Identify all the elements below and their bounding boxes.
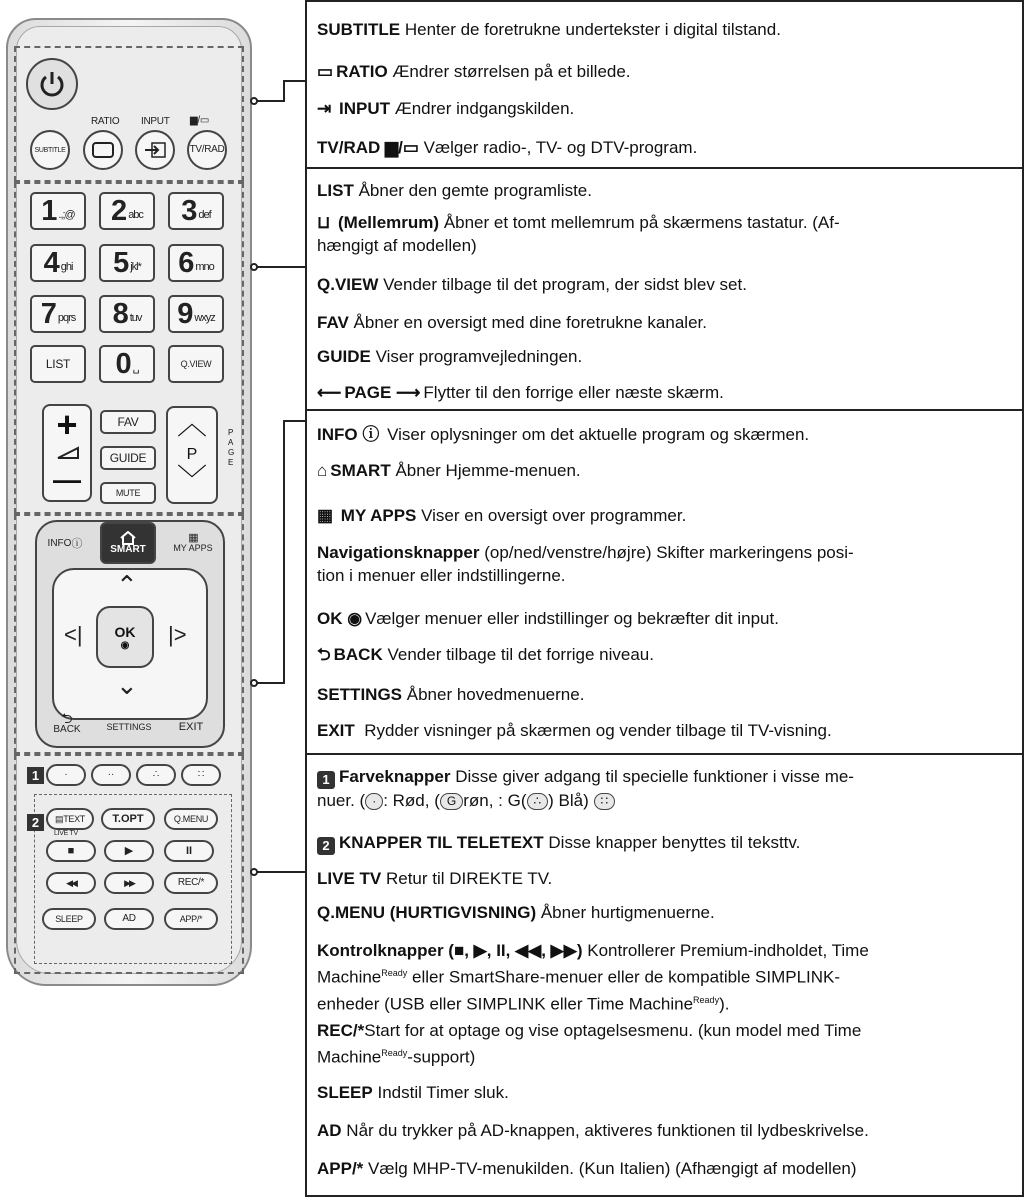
settings-button[interactable]: SETTINGS: [106, 721, 152, 732]
topt-button[interactable]: T.OPT: [101, 808, 155, 830]
power-button[interactable]: [26, 58, 78, 110]
stop-button[interactable]: ■: [46, 840, 96, 862]
play-button[interactable]: ▶: [104, 840, 154, 862]
rec-button[interactable]: REC/*: [164, 872, 218, 894]
volume-down[interactable]: —: [53, 464, 81, 495]
grid-icon: ▦: [317, 506, 334, 525]
row-guide: GUIDE Viser programvejledningen.: [317, 347, 583, 366]
program-label: P: [186, 446, 198, 463]
row-rec: REC/*Start for at optage og vise optagelsesmenu. (kun model med Time Machine$^{Ready}$-support): [317, 1021, 862, 1067]
ad-button[interactable]: AD: [104, 908, 154, 930]
badge-1: 1: [27, 767, 44, 784]
volume-up[interactable]: +: [56, 404, 78, 445]
fav-button[interactable]: FAV: [100, 410, 156, 434]
nav-right-icon[interactable]: |>: [168, 622, 187, 647]
connector-line-1: [257, 100, 283, 102]
input-button[interactable]: [135, 130, 175, 170]
key-1[interactable]: 1 .,;@: [30, 192, 86, 230]
space-icon: ⊔: [317, 213, 331, 232]
subtitle-button[interactable]: SUBTITLE: [30, 130, 70, 170]
back-arrow-icon: ⮌: [317, 645, 331, 664]
nav-up-icon[interactable]: ⌃: [116, 570, 138, 600]
info-icon: ⓘ: [362, 425, 380, 444]
yellow-button[interactable]: ∴: [136, 764, 176, 786]
green-button[interactable]: ··: [91, 764, 131, 786]
row-space: ⊔ (Mellemrum) Åbner et tomt mellemrum på skærmens tastatur. (Af- hængigt af modellen): [317, 213, 840, 255]
row-page: ⟵ PAGE ⟶ Flytter til den forrige eller næste skærm.: [317, 383, 724, 402]
app-button[interactable]: APP/*: [164, 908, 218, 930]
power-icon: [37, 69, 67, 99]
blue-key-icon: ∷: [594, 793, 616, 810]
input-icon: ⇥: [317, 99, 332, 118]
key-9[interactable]: 9 wxyz: [168, 295, 224, 333]
section-top-buttons: [307, 2, 1022, 167]
key-0[interactable]: 0 ␣: [99, 345, 155, 383]
back-label: BACK: [53, 724, 81, 735]
row-fav: FAV Åbner en oversigt med dine foretrukne kanaler.: [317, 313, 707, 332]
key-4[interactable]: 4 ghi: [30, 244, 86, 282]
row-color-keys: 1 Farveknapper Disse giver adgang til specielle funktioner i visse me- nuer. ( · : Rød, ( G røn, : G( ∴ ) Blå) ∷: [317, 767, 854, 810]
home-icon: [119, 531, 137, 545]
forward-button[interactable]: ▶▶: [104, 872, 154, 894]
badge-2: 2: [27, 814, 44, 831]
nav-down-icon[interactable]: ⌄: [116, 670, 138, 700]
text-label: TEXT: [63, 813, 86, 824]
ratio-icon: ▭: [317, 62, 334, 81]
red-button[interactable]: ·: [46, 764, 86, 786]
row-input: ⇥ INPUT Ændrer indgangskilden.: [317, 99, 575, 118]
chevron-up-icon[interactable]: ︿: [177, 408, 207, 441]
back-arrow-icon: ⮌: [61, 710, 73, 726]
input-icon: [144, 142, 166, 158]
livetv-label: LIVE TV: [54, 830, 78, 837]
row-teletext: 2 KNAPPER TIL TELETEXT Disse knapper benyttes til teksttv.: [317, 831, 1012, 855]
rewind-button[interactable]: ◀◀: [46, 872, 96, 894]
section-navigation-buttons: [307, 409, 1022, 753]
section-numeric-buttons: [307, 167, 1022, 409]
section-bottom-buttons: [307, 753, 1022, 1197]
text-button[interactable]: [46, 808, 94, 830]
page-right-icon: ⟶: [396, 383, 421, 402]
ok-dot-icon: ◉: [120, 639, 130, 651]
row-subtitle: SUBTITLE Henter de foretrukne undertekster i digital tilstand.: [317, 20, 781, 39]
home-icon: ⌂: [317, 461, 328, 480]
row-exit: EXIT Rydder visninger på skærmen og vender tilbage til TV-visning.: [317, 721, 832, 740]
row-livetv: LIVE TV Retur til DIREKTE TV.: [317, 869, 553, 888]
info-button[interactable]: [38, 524, 92, 564]
pause-button[interactable]: II: [164, 840, 214, 862]
smart-button[interactable]: [100, 522, 156, 564]
key-8[interactable]: 8 tuv: [99, 295, 155, 333]
volume-icon: [56, 446, 80, 460]
list-button[interactable]: LIST: [30, 345, 86, 383]
myapps-button[interactable]: [164, 522, 222, 564]
row-list: LIST Åbner den gemte programliste.: [317, 181, 592, 200]
info-icon: ⓘ: [71, 537, 83, 550]
row-tvrad: TV/RAD ▆/▭ Vælger radio-, TV- og DTV-program.: [317, 138, 698, 157]
description-table: [305, 0, 1024, 1197]
yellow-key-icon: ∴: [527, 793, 549, 810]
row-back: ⮌ BACK Vender tilbage til det forrige niveau.: [317, 645, 654, 664]
myapps-label: MY APPS: [173, 543, 213, 553]
red-key-icon: ·: [365, 793, 383, 810]
connector-vline-1: [283, 80, 285, 102]
connector-line-4: [257, 871, 305, 873]
ratio-icon: [92, 142, 114, 158]
text-icon: ▤: [54, 813, 64, 824]
row-settings: SETTINGS Åbner hovedmenuerne.: [317, 685, 585, 704]
green-key-icon: G: [440, 793, 463, 810]
row-qview: Q.VIEW Vender tilbage til det program, der sidst blev set.: [317, 275, 747, 294]
ok-dot-icon: ◉: [347, 609, 363, 628]
key-6[interactable]: 6 mno: [168, 244, 224, 282]
connector-line-2: [257, 266, 305, 268]
qmenu-button[interactable]: Q.MENU: [164, 808, 218, 830]
row-myapps: ▦ MY APPS Viser en oversigt over programmer.: [317, 506, 687, 525]
sleep-button[interactable]: SLEEP: [42, 908, 96, 930]
row-control-keys: Kontrolknapper (■, ▶, II, ◀◀, ▶▶) Kontrollerer Premium-indholdet, Time Machine$^{Ready}$ eller SmartShare-menuer eller de kompatible SIMPLINK- enheder (USB eller SIMPLINK eller Time Machine$^{Ready}$).: [317, 941, 869, 1014]
ratio-button[interactable]: [83, 130, 123, 170]
key-2[interactable]: 2 abc: [99, 192, 155, 230]
mute-button[interactable]: MUTE: [100, 482, 156, 504]
exit-button[interactable]: EXIT: [178, 720, 204, 733]
row-sleep: SLEEP Indstil Timer sluk.: [317, 1083, 509, 1102]
row-app: APP/* Vælg MHP-TV-menukilden. (Kun Italien) (Afhængigt af modellen): [317, 1159, 857, 1178]
ratio-label: RATIO: [91, 116, 120, 127]
tvrad-icons: ▆/▭: [385, 138, 419, 157]
row-info: INFO ⓘ Viser oplysninger om det aktuelle program og skærmen.: [317, 425, 810, 444]
badge-1: 1: [317, 771, 335, 789]
connector-line-3: [257, 682, 283, 684]
ok-button[interactable]: [96, 606, 154, 668]
guide-button[interactable]: GUIDE: [100, 446, 156, 470]
volume-rocker[interactable]: [42, 404, 92, 502]
row-qmenu: Q.MENU (HURTIGVISNING) Åbner hurtigmenuerne.: [317, 903, 715, 922]
key-5[interactable]: 5 jkl*: [99, 244, 155, 282]
tvrad-icon-label: ▆/▭: [190, 115, 210, 126]
key-3[interactable]: 3 def: [168, 192, 224, 230]
row-navigation: Navigationsknapper (op/ned/venstre/højre) Skifter markeringens posi- tion i menuer eller indstillingerne.: [317, 543, 854, 585]
key-7[interactable]: 7 pqrs: [30, 295, 86, 333]
ok-label: OK: [114, 623, 136, 640]
row-ok: OK ◉ Vælger menuer eller indstillinger og bekræfter dit input.: [317, 609, 779, 628]
smart-label: SMART: [110, 544, 146, 555]
row-smart: ⌂ SMART Åbner Hjemme-menuen.: [317, 461, 581, 480]
blue-button[interactable]: ∷: [181, 764, 221, 786]
page-side-label: PAGE: [228, 428, 235, 467]
qview-button[interactable]: Q.VIEW: [168, 345, 224, 383]
program-rocker[interactable]: [166, 406, 218, 504]
row-ratio: ▭ RATIO Ændrer størrelsen på et billede.: [317, 62, 631, 81]
chevron-down-icon[interactable]: ﹀: [177, 464, 207, 497]
grid-icon: ▦: [188, 532, 198, 544]
input-label: INPUT: [141, 116, 170, 127]
info-label: INFO: [47, 538, 72, 549]
row-ad: AD Når du trykker på AD-knappen, aktiveres funktionen til lydbeskrivelse.: [317, 1121, 869, 1140]
connector-vline-3: [283, 420, 285, 684]
back-button[interactable]: [42, 704, 92, 742]
badge-2: 2: [317, 837, 335, 855]
nav-left-icon[interactable]: <|: [64, 622, 83, 647]
control-symbols: (■, ▶, II, ◀◀, ▶▶): [448, 941, 583, 960]
connector-line-1b: [283, 80, 305, 82]
connector-line-3b: [283, 420, 305, 422]
page-left-icon: ⟵: [317, 383, 342, 402]
tvrad-button[interactable]: TV/RAD: [187, 130, 227, 170]
